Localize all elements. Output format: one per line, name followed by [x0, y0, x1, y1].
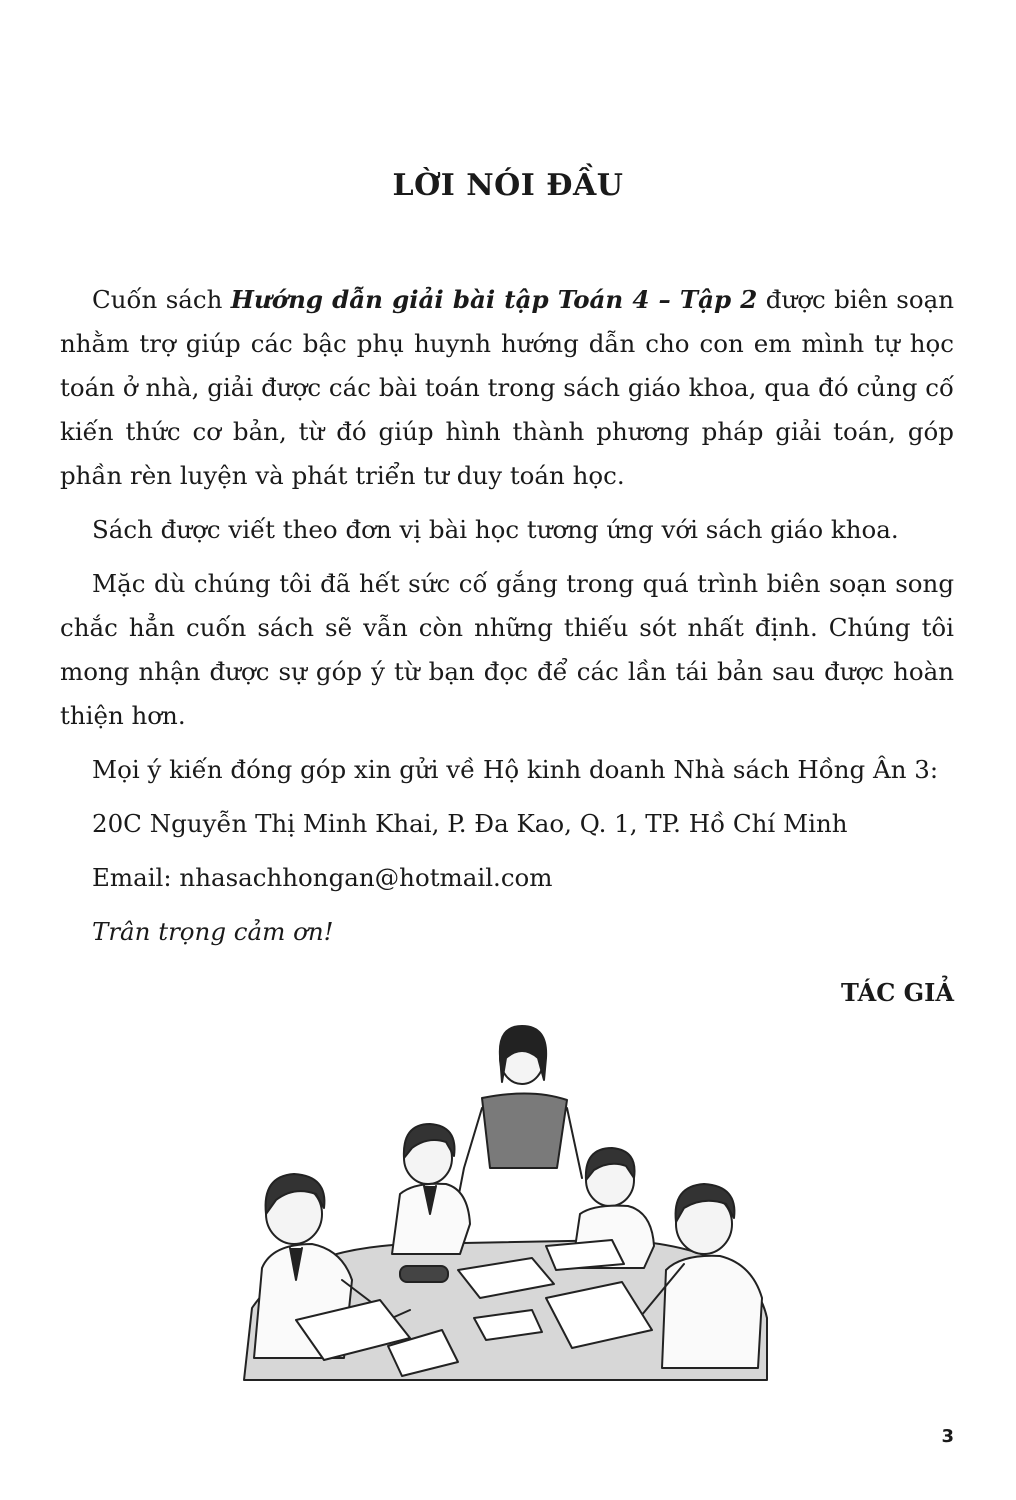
- preface-body: [60, 278, 954, 964]
- contact-intro: Mọi ý kiến đóng góp xin gửi về Hộ kinh doanh Nhà sách Hồng Ân 3:: [92, 755, 939, 784]
- classroom-illustration: [232, 1018, 772, 1386]
- paragraph-3: Mặc dù chúng tôi đã hết sức cố gắng trong quá trình biên soạn song chắc hẳn cuốn sách sẽ vẫn còn những thiếu sót nhất định. Chúng tôi mong nhận được sự góp ý từ bạn đọc để các lần tái bản sau được hoàn thiện hơn.: [60, 569, 954, 730]
- page-title: LỜI NÓI ĐẦU: [392, 168, 624, 203]
- closing-thanks: Trân trọng cảm ơn!: [92, 917, 334, 946]
- intro-rest: được biên soạn nhằm trợ giúp các bậc phụ huynh hướng dẫn cho con em mình tự học toán ở nhà, giải được các bài toán trong sách giáo khoa, qua đó củng cố kiến thức cơ bản, từ đó giúp hình thành phương pháp giải toán, góp phần rèn luyện và phát triển tư duy toán học.: [60, 285, 954, 490]
- intro-lead: Cuốn sách: [92, 285, 231, 314]
- paragraph-2: Sách được viết theo đơn vị bài học tương ứng với sách giáo khoa.: [92, 515, 899, 544]
- contact-email: Email: nhasachhongan@hotmail.com: [92, 863, 553, 892]
- intro-paragraph: [60, 278, 954, 498]
- teacher-figure: [450, 1026, 582, 1240]
- pencil-case: [400, 1266, 448, 1282]
- book-title: Hướng dẫn giải bài tập Toán 4 – Tập 2: [230, 285, 758, 314]
- page-number: 3: [941, 1426, 954, 1447]
- student-middle-left-figure: [392, 1124, 470, 1254]
- author-signature: TÁC GIẢ: [841, 978, 954, 1007]
- contact-address: 20C Nguyễn Thị Minh Khai, P. Đa Kao, Q. 1, TP. Hồ Chí Minh: [92, 809, 848, 838]
